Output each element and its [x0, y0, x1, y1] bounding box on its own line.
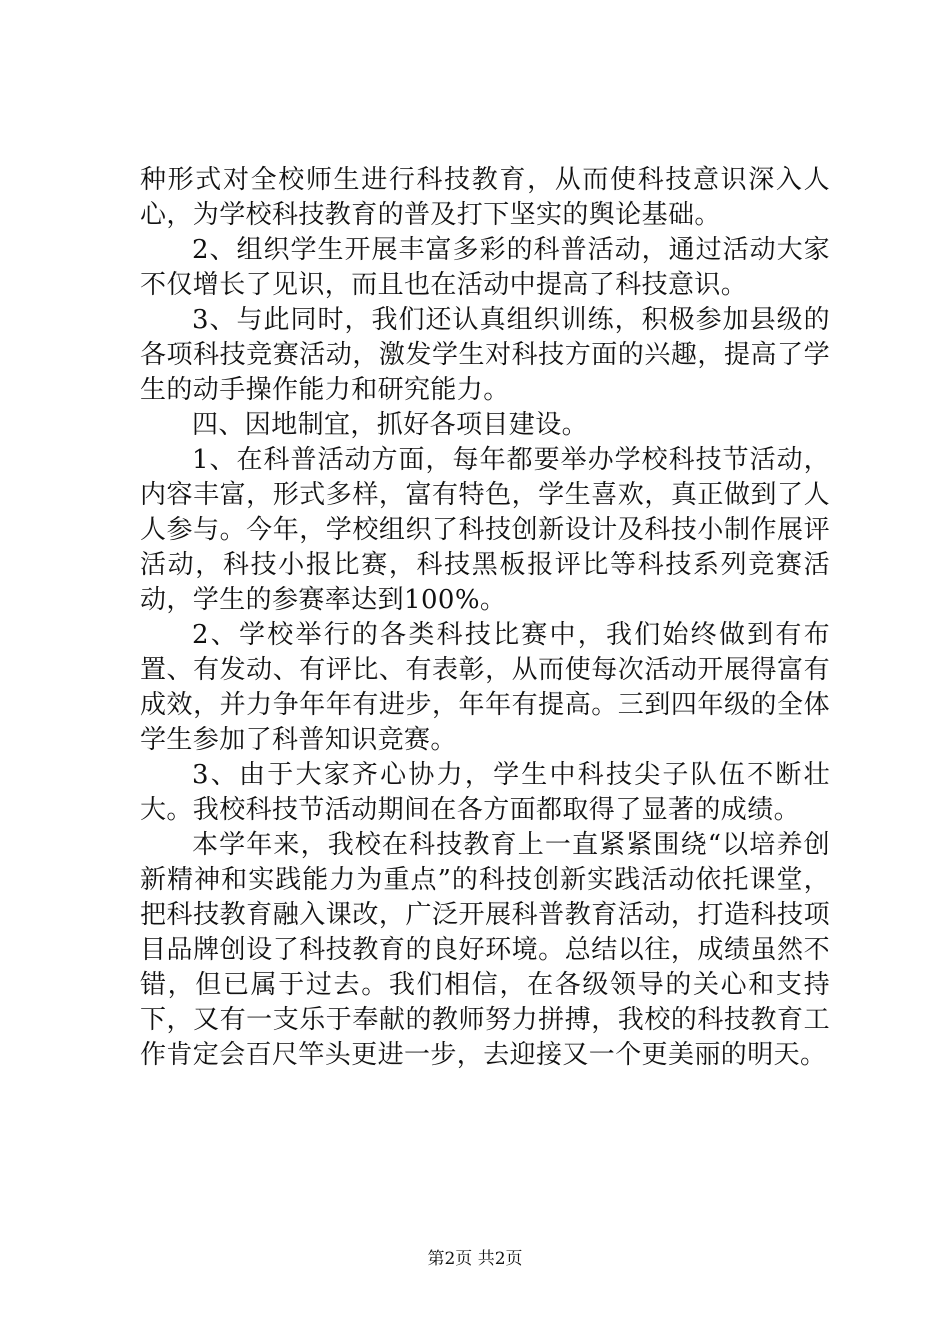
paragraph-item-4-3: 3、由于大家齐心协力，学生中科技尖子队伍不断壮大。我校科技节活动期间在各方面都取得了显著的成绩。 [140, 760, 830, 825]
section-heading-4: 四、因地制宜，抓好各项目建设。 [192, 410, 589, 440]
paragraph-item-3: 3、与此同时，我们还认真组织训练，积极参加县级的各项科技竞赛活动，激发学生对科技方面的兴趣，提高了学生的动手操作能力和研究能力。 [140, 305, 830, 405]
paragraph-item-2: 2、组织学生开展丰富多彩的科普活动，通过活动大家不仅增长了见识，而且也在活动中提高了科技意识。 [140, 235, 830, 300]
document-body [140, 163, 830, 1073]
paragraph-item-4-1: 1、在科普活动方面，每年都要举办学校科技节活动，内容丰富，形式多样，富有特色，学生喜欢，真正做到了人人参与。今年，学校组织了科技创新设计及科技小制作展评活动，科技小报比赛，科技黑板报评比等科技系列竞赛活动，学生的参赛率达到100%。 [140, 445, 830, 615]
paragraph-summary: 本学年来，我校在科技教育上一直紧紧围绕“以培养创新精神和实践能力为重点”的科技创新实践活动依托课堂，把科技教育融入课改，广泛开展科普教育活动，打造科技项目品牌创设了科技教育的良好环境。总结以往，成绩虽然不错，但已属于过去。我们相信，在各级领导的关心和支持下，又有一支乐于奉献的教师努力拼搏，我校的科技教育工作肯定会百尺竿头更进一步，去迎接又一个更美丽的明天。 [140, 830, 830, 1070]
paragraph-item-4-2: 2、学校举行的各类科技比赛中，我们始终做到有布置、有发动、有评比、有表彰，从而使每次活动开展得富有成效，并力争年年有进步，年年有提高。三到四年级的全体学生参加了科普知识竞赛。 [140, 620, 830, 755]
paragraph-continuation: 种形式对全校师生进行科技教育，从而使科技意识深入人心，为学校科技教育的普及打下坚实的舆论基础。 [140, 165, 830, 230]
page-number-footer: 第2页 共2页 [427, 1249, 523, 1269]
